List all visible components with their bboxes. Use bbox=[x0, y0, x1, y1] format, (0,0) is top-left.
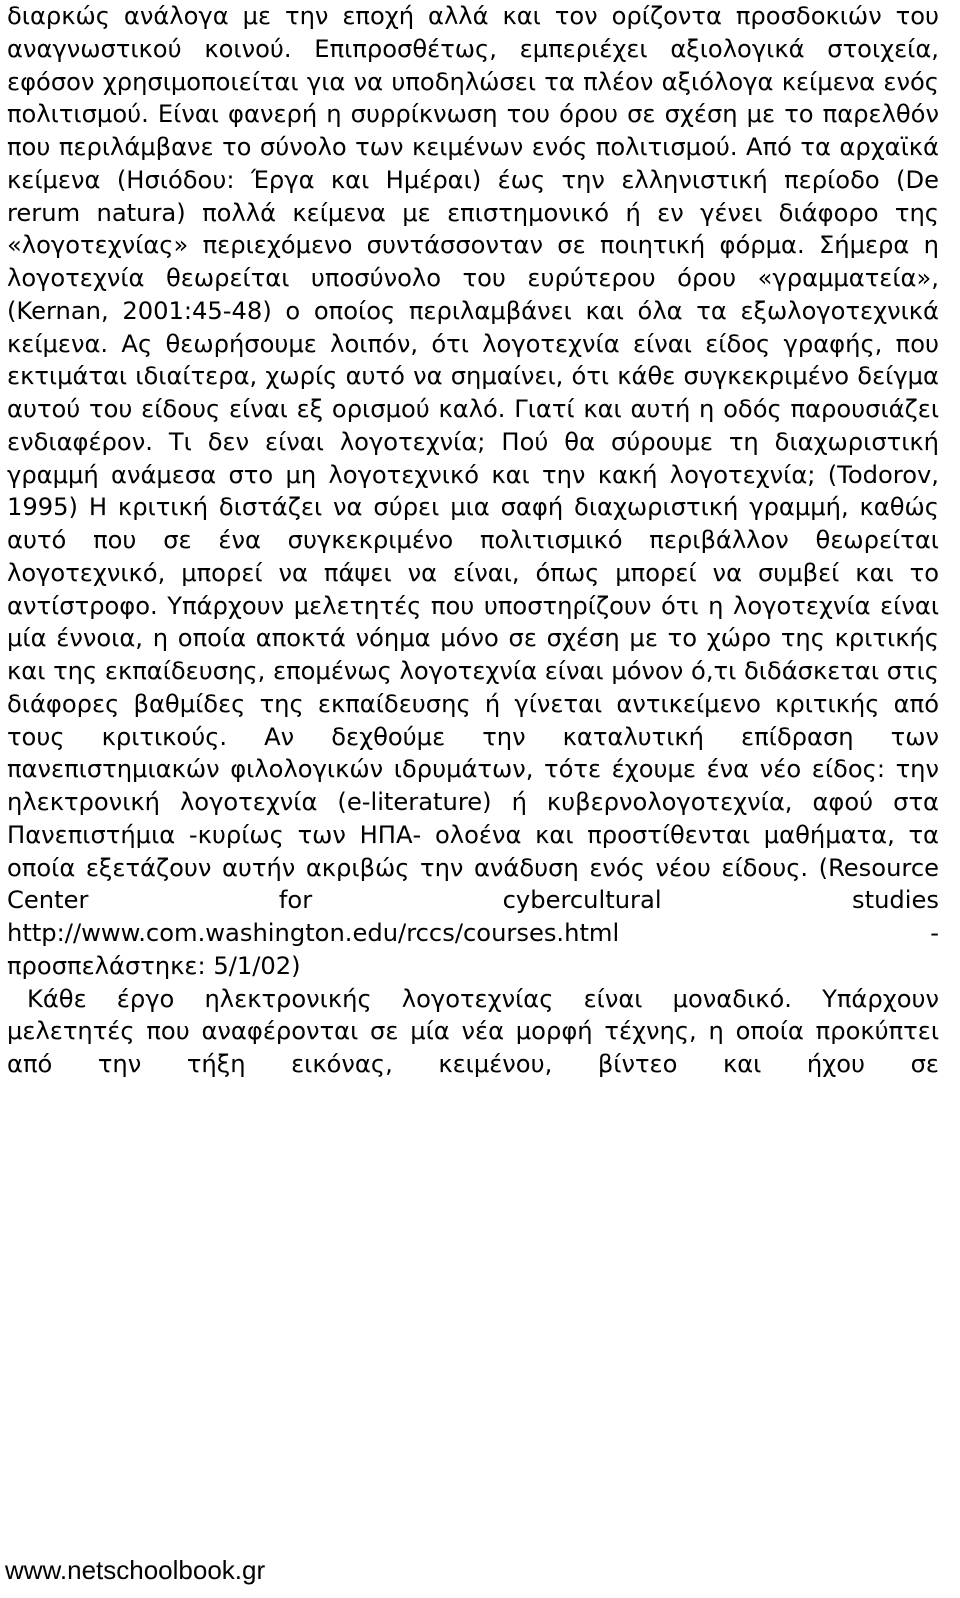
paragraph-second: Κάθε έργο ηλεκτρονικής λογοτεχνίας είναι μοναδικό. Υπάρχουν μελετητές που αναφέρονται σε μία νέα μορφή τέχνης, η οποία προκύπτει από την τήξη εικόνας, κειμένου, βίντεο και ήχου σε bbox=[7, 984, 939, 1078]
footer-site-url: www.netschoolbook.gr bbox=[5, 1555, 266, 1585]
paragraph-main: διαρκώς ανάλογα με την εποχή αλλά και τον ορίζοντα προσδοκιών του αναγνωστικού κοινού. Επιπροσθέτως, εμπεριέχει αξιολογικά στοιχεία, εφόσον χρησιμοποιείται για να υποδηλώσει τα πλέον αξιόλογα κείμενα ενός πολιτισμού. Είναι φανερή η συρρίκνωση του όρου σε σχέση με το παρελθόν που περιλάμβανε το σύνολο των κειμένων ενός πολιτισμού. Από τα αρχαϊκά κείμενα (Ησιόδου: Έργα και Ημέραι) έως την ελληνιστική περίοδο (De rerum natura) πολλά κείμενα με επιστημονικό ή εν γένει διάφορο της «λογοτεχνίας» περιεχόμενο συντάσσονταν σε ποιητική φόρμα. Σήμερα η λογοτεχνία θεωρείται υποσύνολο του ευρύτερου όρου «γραμματεία», (Kernan, 2001:45-48) ο οποίος περιλαμβάνει και όλα τα εξωλογοτεχνικά κείμενα. Ας θεωρήσουμε λοιπόν, ότι λογοτεχνία είναι είδος γραφής, που εκτιμάται ιδιαίτερα, χωρίς αυτό να σημαίνει, ότι κάθε συγκεκριμένο δείγμα αυτού του είδους είναι εξ ορισμού καλό. Γιατί και αυτή η οδός παρουσιάζει ενδιαφέρον. Τι δεν είναι λογοτεχνία; Πού θα σύρουμε τη διαχωριστική γραμμή ανάμεσα στο μη λογοτεχνικό και την κακή λογοτεχνία; (Todorov, 1995) Η κριτική διστάζει να σύρει μια σαφή διαχωριστική γραμμή, καθώς αυτό που σε ένα συγκεκριμένο πολιτισμικό περιβάλλον θεωρείται λογοτεχνικό, μπορεί να πάψει να είναι, όπως μπορεί να συμβεί και το αντίστροφο. Υπάρχουν μελετητές που υποστηρίζουν ότι η λογοτεχνία είναι μία έννοια, η οποία αποκτά νόημα μόνο σε σχέση με το χώρο της κριτικής και της εκπαίδευσης, επομένως λογοτεχνία είναι μόνον ό,τι διδάσκεται στις διάφορες βαθμίδες της εκπαίδευσης ή γίνεται αντικείμενο κριτικής από τους κριτικούς. Αν δεχθούμε την καταλυτική επίδραση των πανεπιστημιακών φιλολογικών ιδρυμάτων, τότε έχουμε ένα νέο είδος: την ηλεκτρονική λογοτεχνία (e-literature) ή κυβερνολογοτεχνία, αφού στα Πανεπιστήμια -κυρίως των ΗΠΑ- ολοένα και προστίθενται μαθήματα, τα οποία εξετάζουν αυτήν ακριβώς την ανάδυση ενός νέου είδους. (Resource Center for cybercultural studies http://www.com.washington.edu/rccs/courses.html - bbox=[7, 2, 939, 947]
document-body bbox=[7, 0, 939, 1081]
paragraph-main-end: προσπελάστηκε: 5/1/02) bbox=[7, 951, 301, 980]
